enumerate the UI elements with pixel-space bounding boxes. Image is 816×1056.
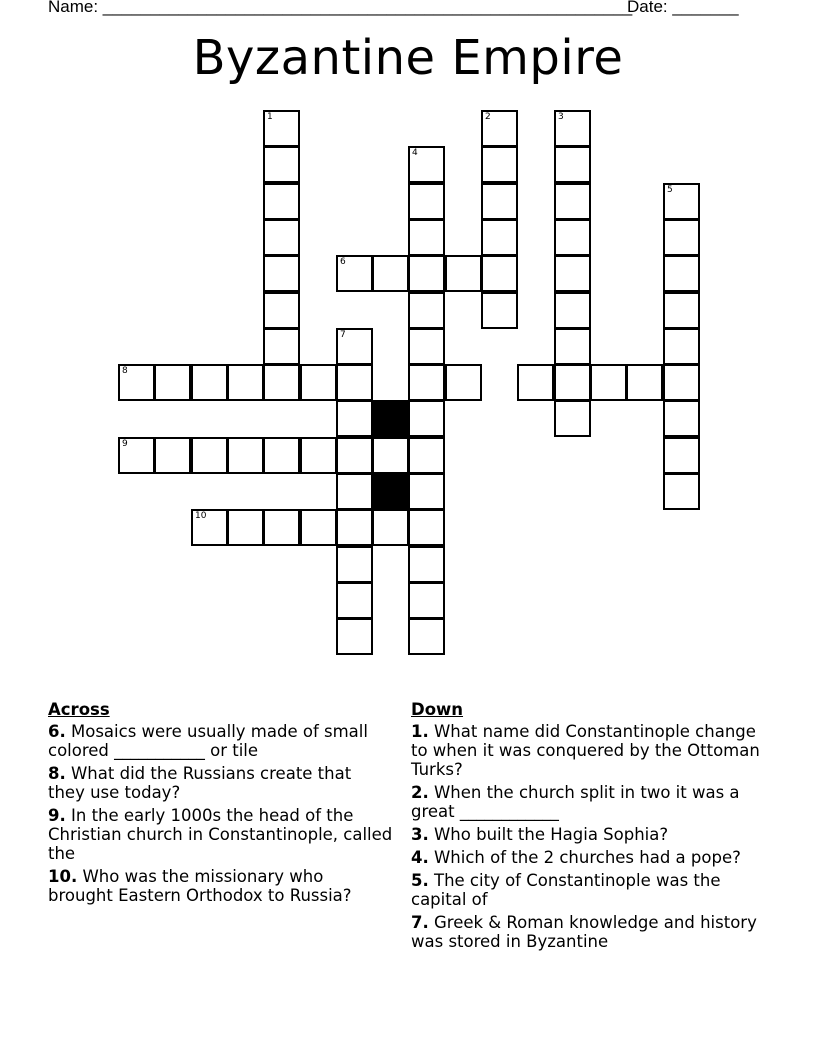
grid-cell[interactable] (408, 328, 445, 365)
clue-text: What name did Constantinople change to when it was conquered by the Ottoman Turks? (411, 722, 760, 779)
grid-cell[interactable] (227, 509, 264, 546)
grid-cell[interactable] (663, 473, 700, 510)
grid-cell[interactable] (372, 437, 409, 474)
black-cell (372, 400, 409, 437)
name-field-label: Name: ________________________________________________________ (48, 0, 633, 16)
clue-number-label: 6 (340, 257, 346, 267)
grid-cell[interactable] (408, 618, 445, 655)
clue-number-label: 9 (122, 439, 128, 449)
grid-cell[interactable] (227, 437, 264, 474)
grid-cell[interactable] (481, 110, 518, 147)
clue-number-label: 1 (267, 112, 273, 122)
grid-cell[interactable] (191, 437, 228, 474)
grid-cell[interactable] (481, 292, 518, 329)
grid-cell[interactable] (663, 183, 700, 220)
grid-cell[interactable] (408, 437, 445, 474)
across-clue-8 (48, 764, 393, 802)
clue-number: 6. (48, 722, 66, 741)
down-clues (411, 700, 776, 955)
grid-cell[interactable] (408, 400, 445, 437)
grid-cell[interactable] (336, 437, 373, 474)
clue-number-label: 4 (412, 148, 418, 158)
clue-number: 4. (411, 848, 429, 867)
across-clues (48, 700, 393, 909)
grid-cell[interactable] (554, 400, 591, 437)
grid-cell[interactable] (263, 255, 300, 292)
grid-cell[interactable] (227, 364, 264, 401)
down-clue-7 (411, 913, 776, 951)
grid-cell[interactable] (263, 328, 300, 365)
grid-cell[interactable] (263, 292, 300, 329)
grid-cell[interactable] (663, 328, 700, 365)
grid-cell[interactable] (663, 364, 700, 401)
grid-cell[interactable] (118, 364, 155, 401)
grid-cell[interactable] (336, 582, 373, 619)
down-clue-2 (411, 783, 776, 821)
grid-cell[interactable] (336, 328, 373, 365)
grid-cell[interactable] (336, 618, 373, 655)
clue-number: 8. (48, 764, 66, 783)
clue-text: Who built the Hagia Sophia? (428, 825, 669, 844)
grid-cell[interactable] (191, 364, 228, 401)
clue-number: 3. (411, 825, 429, 844)
grid-cell[interactable] (300, 509, 337, 546)
black-cell (372, 473, 409, 510)
grid-cell[interactable] (336, 255, 373, 292)
grid-cell[interactable] (336, 400, 373, 437)
grid-cell[interactable] (445, 255, 482, 292)
down-clue-list (411, 722, 776, 951)
grid-cell[interactable] (372, 255, 409, 292)
grid-cell[interactable] (663, 255, 700, 292)
clue-number-label: 5 (667, 185, 673, 195)
date-field-label: Date: _______ (627, 0, 739, 16)
clue-number: 7. (411, 913, 429, 932)
grid-cell[interactable] (336, 546, 373, 583)
grid-cell[interactable] (663, 400, 700, 437)
clue-text: Mosaics were usually made of small colored ___________ or tile (48, 722, 368, 760)
grid-cell[interactable] (481, 183, 518, 220)
grid-cell[interactable] (590, 364, 627, 401)
down-clue-5 (411, 871, 776, 909)
grid-cell[interactable] (554, 146, 591, 183)
grid-cell[interactable] (263, 509, 300, 546)
across-clue-9 (48, 806, 393, 863)
clue-number: 5. (411, 871, 429, 890)
clue-text: When the church split in two it was a great ____________ (411, 783, 740, 821)
grid-cell[interactable] (517, 364, 554, 401)
clue-number: 2. (411, 783, 429, 802)
grid-cell[interactable] (663, 292, 700, 329)
clue-text: Who was the missionary who brought Eastern Orthodox to Russia? (48, 867, 352, 905)
clue-number: 9. (48, 806, 66, 825)
across-clue-list (48, 722, 393, 905)
clue-text: Greek & Roman knowledge and history was stored in Byzantine (411, 913, 757, 951)
clue-text: The city of Constantinople was the capital of (411, 871, 721, 909)
grid-cell[interactable] (554, 364, 591, 401)
across-heading: Across (48, 700, 110, 719)
grid-cell[interactable] (554, 255, 591, 292)
grid-cell[interactable] (263, 146, 300, 183)
grid-cell[interactable] (626, 364, 663, 401)
grid-cell[interactable] (300, 437, 337, 474)
grid-cell[interactable] (263, 364, 300, 401)
grid-cell[interactable] (408, 582, 445, 619)
clue-number-label: 10 (195, 511, 207, 521)
grid-cell[interactable] (372, 509, 409, 546)
clue-number-label: 7 (340, 330, 346, 340)
grid-cell[interactable] (554, 183, 591, 220)
grid-cell[interactable] (408, 146, 445, 183)
across-clue-6 (48, 722, 393, 760)
down-clue-1 (411, 722, 776, 779)
grid-cell[interactable] (154, 437, 191, 474)
grid-cell[interactable] (191, 509, 228, 546)
down-heading: Down (411, 700, 464, 719)
grid-cell[interactable] (554, 328, 591, 365)
grid-cell[interactable] (154, 364, 191, 401)
grid-cell[interactable] (300, 364, 337, 401)
grid-cell[interactable] (554, 110, 591, 147)
down-clue-4 (411, 848, 776, 867)
grid-cell[interactable] (408, 509, 445, 546)
clue-number: 1. (411, 722, 429, 741)
grid-cell[interactable] (408, 546, 445, 583)
grid-cell[interactable] (481, 146, 518, 183)
grid-cell[interactable] (263, 110, 300, 147)
down-clue-3 (411, 825, 776, 844)
grid-cell[interactable] (408, 183, 445, 220)
clue-number-label: 2 (485, 112, 491, 122)
grid-cell[interactable] (445, 364, 482, 401)
grid-cell[interactable] (408, 364, 445, 401)
grid-cell[interactable] (408, 255, 445, 292)
page-title: Byzantine Empire (192, 30, 624, 86)
grid-cell[interactable] (408, 292, 445, 329)
grid-cell[interactable] (336, 473, 373, 510)
grid-cell[interactable] (263, 183, 300, 220)
clue-number-label: 8 (122, 366, 128, 376)
clue-text: What did the Russians create that they use today? (48, 764, 352, 802)
grid-cell[interactable] (263, 219, 300, 256)
grid-cell[interactable] (336, 509, 373, 546)
grid-cell[interactable] (663, 437, 700, 474)
clue-number: 10. (48, 867, 78, 886)
grid-cell[interactable] (263, 437, 300, 474)
clue-number-label: 3 (558, 112, 564, 122)
grid-cell[interactable] (408, 473, 445, 510)
grid-cell[interactable] (336, 364, 373, 401)
grid-cell[interactable] (554, 292, 591, 329)
clue-text: Which of the 2 churches had a pope? (428, 848, 741, 867)
grid-cell[interactable] (554, 219, 591, 256)
grid-cell[interactable] (408, 219, 445, 256)
grid-cell[interactable] (663, 219, 700, 256)
grid-cell[interactable] (481, 219, 518, 256)
grid-cell[interactable] (481, 255, 518, 292)
clue-text: In the early 1000s the head of the Christian church in Constantinople, called the (48, 806, 393, 863)
across-clue-10 (48, 867, 393, 905)
grid-cell[interactable] (118, 437, 155, 474)
